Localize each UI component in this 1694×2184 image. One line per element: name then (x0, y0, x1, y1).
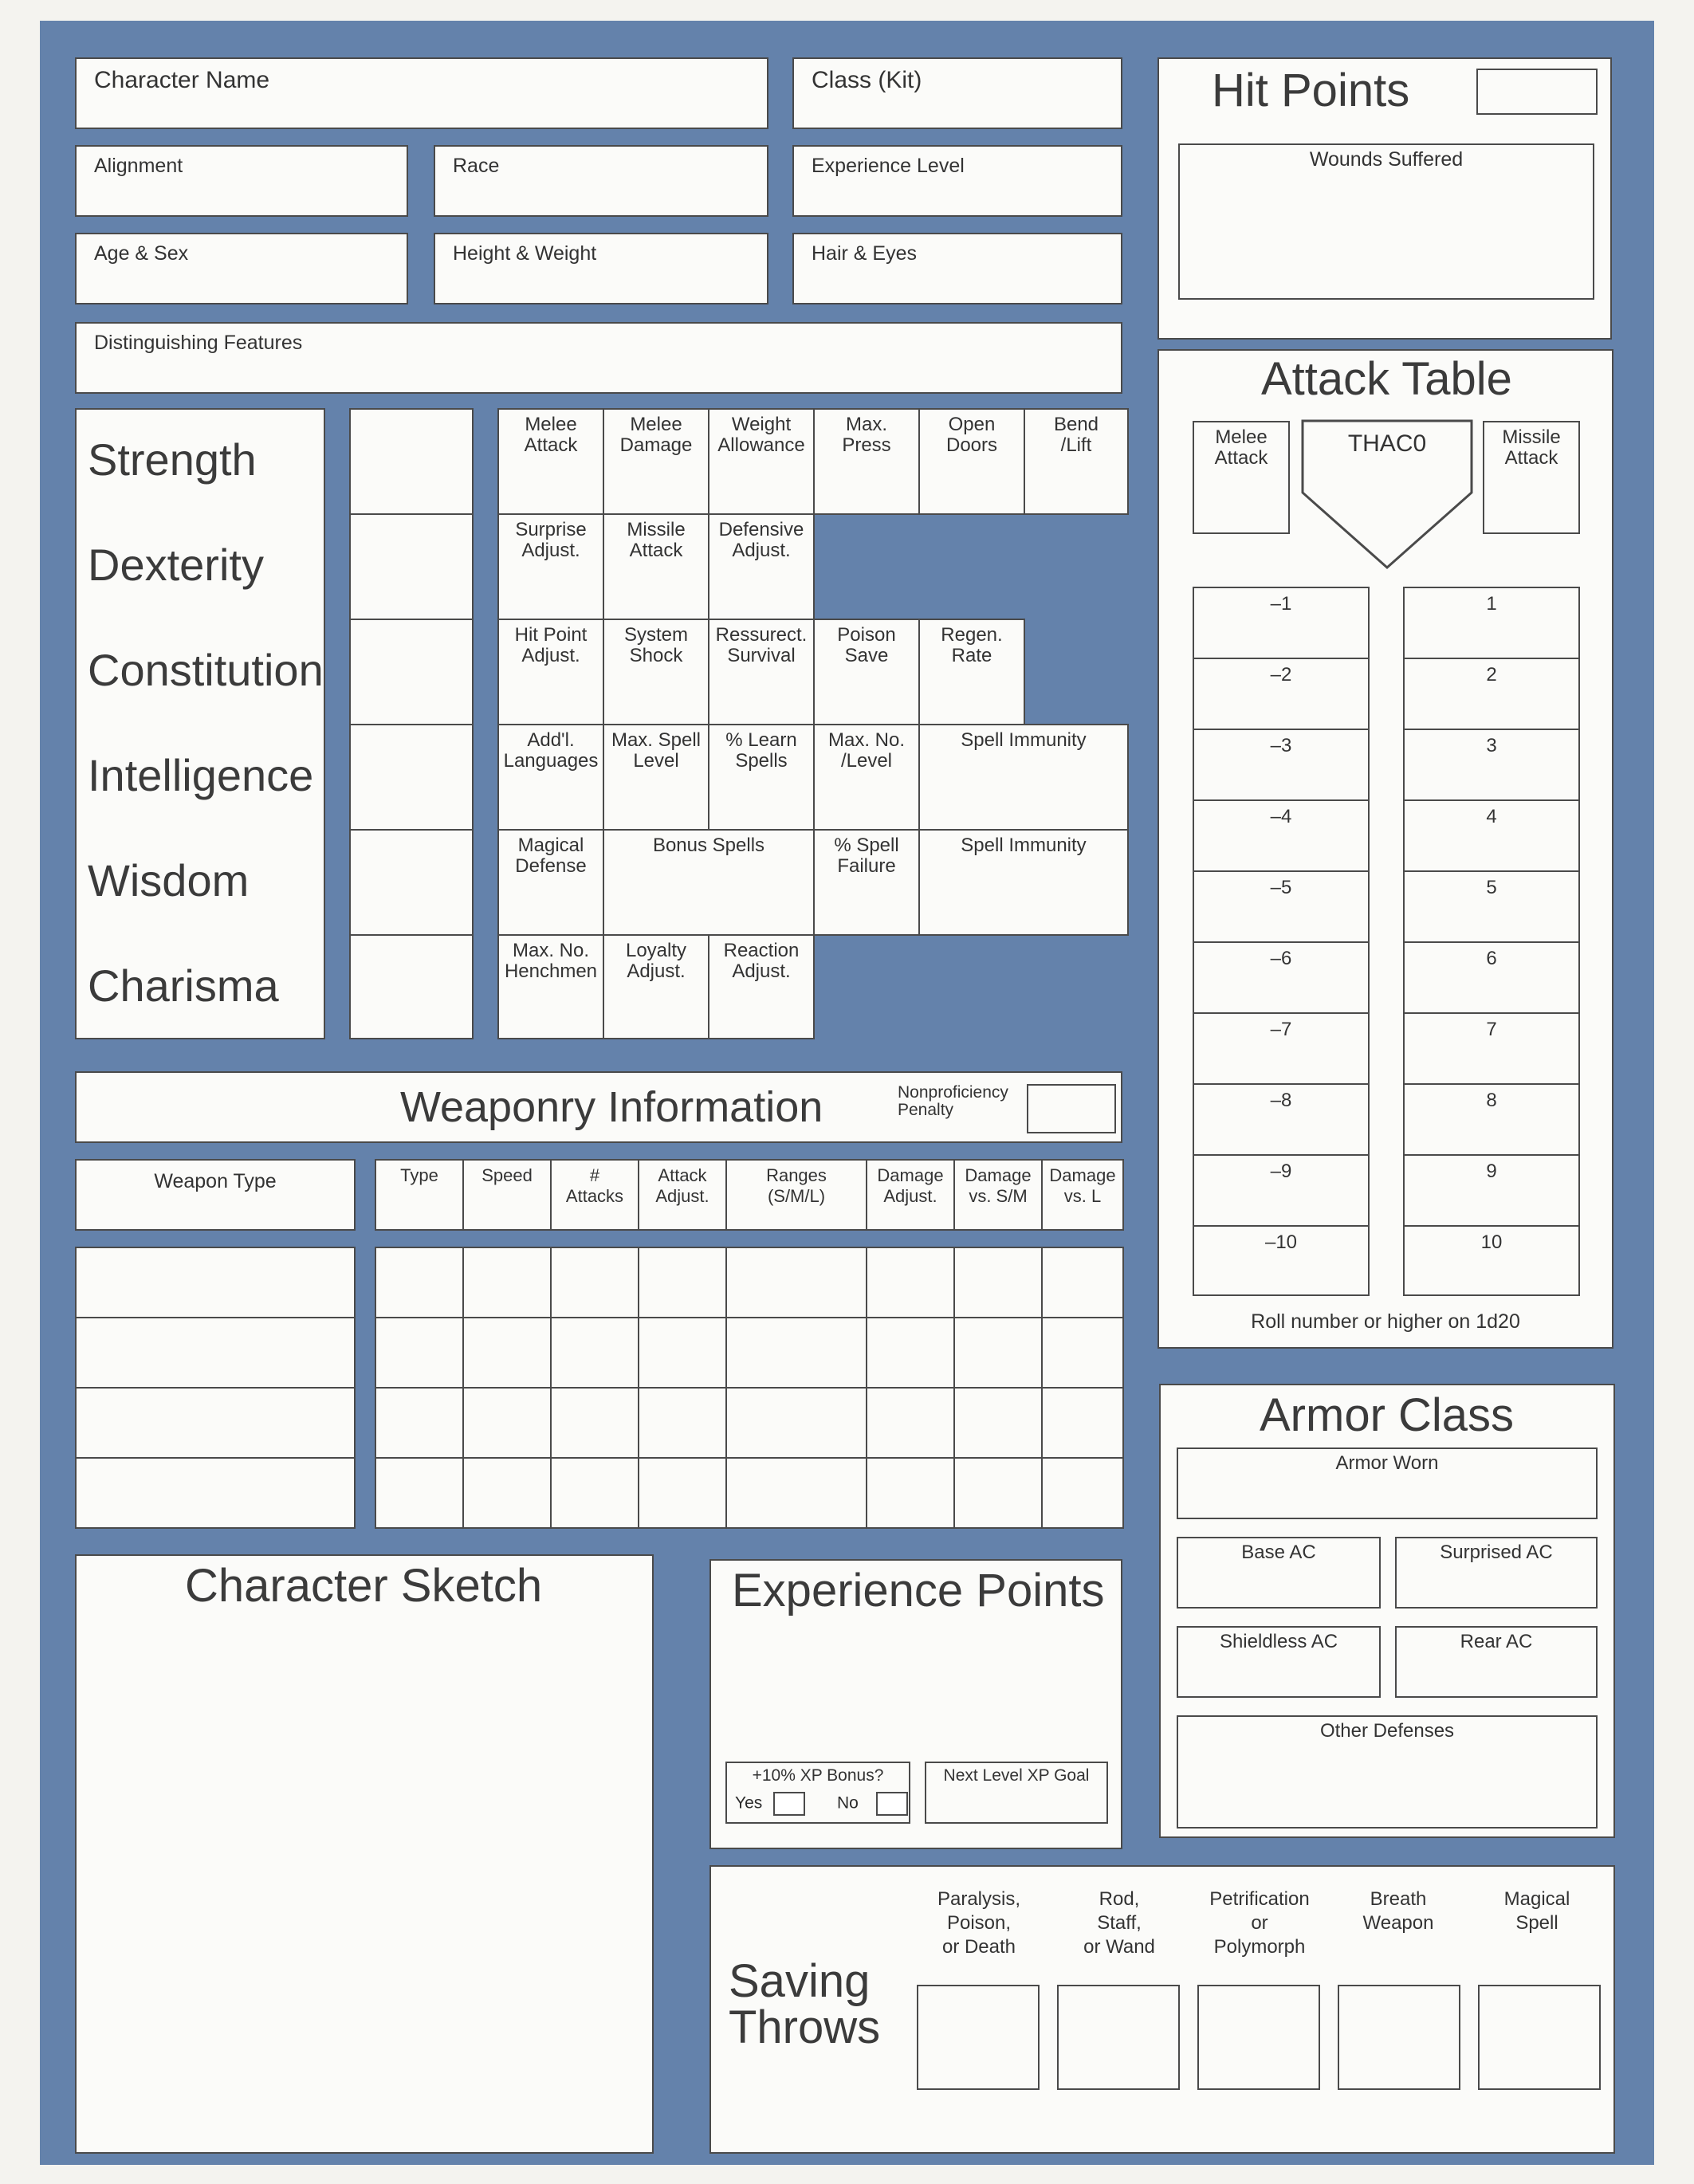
weapon-col-damage-adjust: Damage Adjust. (866, 1159, 955, 1231)
age-sex-label: Age & Sex (94, 242, 189, 265)
race-label: Race (453, 155, 500, 177)
save-spell-box[interactable] (1478, 1985, 1601, 2090)
experience-points-panel (709, 1559, 1122, 1849)
bend-lift-cell[interactable]: Bend /Lift (1024, 408, 1129, 515)
ability-charisma: Charisma (88, 960, 279, 1011)
shieldless-ac-label: Shieldless AC (1219, 1631, 1338, 1652)
weapon-col-damage-sm: Damage vs. S/M (953, 1159, 1043, 1231)
xp-bonus-options (735, 1792, 908, 1816)
ability-dexterity: Dexterity (88, 540, 264, 590)
melee-roll-row[interactable]: –3 (1193, 729, 1370, 801)
character-name-field[interactable] (75, 57, 768, 129)
magical-defense-cell[interactable]: Magical Defense (497, 829, 604, 936)
distinguishing-features-field[interactable] (75, 322, 1122, 394)
melee-roll-row[interactable]: –4 (1193, 799, 1370, 872)
loyalty-adjust-cell[interactable]: Loyalty Adjust. (603, 934, 709, 1039)
base-ac-label: Base AC (1241, 1542, 1316, 1563)
max-press-cell[interactable]: Max. Press (813, 408, 920, 515)
poison-save-cell[interactable]: Poison Save (813, 619, 920, 725)
ability-intelligence: Intelligence (88, 750, 314, 800)
int-spell-immunity-cell[interactable]: Spell Immunity (918, 724, 1129, 831)
wis-spell-immunity-cell[interactable]: Spell Immunity (918, 829, 1129, 936)
race-field[interactable] (434, 145, 768, 217)
rear-ac-label: Rear AC (1460, 1631, 1533, 1652)
melee-roll-row[interactable]: –2 (1193, 658, 1370, 730)
missile-roll-column (1403, 587, 1580, 1296)
regen-rate-cell[interactable]: Regen. Rate (918, 619, 1025, 725)
weapon-columns-header (375, 1159, 1124, 1231)
rear-ac-box[interactable] (1395, 1626, 1598, 1698)
weapon-name-entry[interactable] (75, 1457, 356, 1529)
weapon-stats-grid[interactable] (375, 1247, 1124, 1529)
save-paralysis-box[interactable] (917, 1985, 1040, 2090)
weapon-col-damage-l: Damage vs. L (1041, 1159, 1124, 1231)
other-defenses-label: Other Defenses (1319, 1720, 1455, 1742)
melee-attack-header: Melee Attack (1193, 421, 1290, 534)
next-level-xp-goal-box[interactable] (925, 1762, 1108, 1824)
xp-bonus-no-label: No (836, 1793, 859, 1813)
charisma-score[interactable] (349, 934, 474, 1039)
xp-bonus-box (725, 1762, 910, 1824)
spell-failure-cell[interactable]: % Spell Failure (813, 829, 920, 936)
learn-spells-cell[interactable]: % Learn Spells (708, 724, 815, 831)
weapon-col-attack-adjust: Attack Adjust. (638, 1159, 727, 1231)
base-ac-box[interactable] (1177, 1537, 1381, 1609)
class-kit-field[interactable] (792, 57, 1122, 129)
alignment-label: Alignment (94, 155, 183, 177)
attack-table-footer: Roll number or higher on 1d20 (1251, 1310, 1520, 1333)
save-rod-box[interactable] (1057, 1985, 1180, 2090)
ability-strength: Strength (88, 434, 257, 485)
save-spell-label: Magical Spell (1503, 1888, 1570, 1934)
weapon-name-entry[interactable] (75, 1317, 356, 1389)
height-weight-field[interactable] (434, 233, 768, 304)
armor-worn-label: Armor Worn (1335, 1452, 1439, 1474)
hit-points-panel (1158, 57, 1612, 340)
hair-eyes-field[interactable] (792, 233, 1122, 304)
xp-bonus-no-checkbox[interactable] (876, 1792, 908, 1816)
weaponry-header (75, 1071, 1122, 1143)
melee-roll-row[interactable]: –8 (1193, 1083, 1370, 1156)
xp-bonus-yes-label: Yes (735, 1793, 763, 1813)
hit-points-value-box[interactable] (1476, 69, 1598, 115)
melee-roll-row[interactable]: –5 (1193, 870, 1370, 943)
weapon-type-header (75, 1159, 356, 1231)
constitution-score[interactable] (349, 619, 474, 725)
melee-roll-row[interactable]: –6 (1193, 941, 1370, 1014)
dexterity-score[interactable] (349, 513, 474, 620)
attack-table-panel (1158, 349, 1613, 1349)
save-petrification-label: Petrification or Polymorph (1209, 1888, 1310, 1958)
other-defenses-box[interactable] (1177, 1715, 1598, 1829)
next-level-xp-goal-label: Next Level XP Goal (943, 1766, 1090, 1785)
weight-allowance-cell[interactable]: Weight Allowance (708, 408, 815, 515)
hit-point-adjust-cell[interactable]: Hit Point Adjust. (497, 619, 604, 725)
save-rod-label: Rod, Staff, or Wand (1083, 1888, 1155, 1958)
character-sheet (40, 21, 1654, 2165)
weapon-name-rows (75, 1247, 356, 1529)
missile-roll-row[interactable]: 8 (1403, 1083, 1580, 1156)
missile-roll-row[interactable]: 7 (1403, 1012, 1580, 1085)
max-spell-level-cell[interactable]: Max. Spell Level (603, 724, 709, 831)
alignment-field[interactable] (75, 145, 408, 217)
experience-points-title: Experience Points (732, 1565, 1105, 1616)
melee-damage-cell[interactable]: Melee Damage (603, 408, 709, 515)
missile-roll-row[interactable]: 5 (1403, 870, 1580, 943)
ability-score-column (349, 408, 474, 1039)
missile-roll-row[interactable]: 10 (1403, 1225, 1580, 1296)
xp-bonus-label: +10% XP Bonus? (752, 1766, 884, 1785)
thac0-label: THAC0 (1347, 430, 1427, 457)
max-spells-per-level-cell[interactable]: Max. No. /Level (813, 724, 920, 831)
age-sex-field[interactable] (75, 233, 408, 304)
melee-roll-row[interactable]: –9 (1193, 1154, 1370, 1227)
weapon-name-entry[interactable] (75, 1387, 356, 1459)
resurrection-survival-cell[interactable]: Ressurect. Survival (708, 619, 815, 725)
character-name-label: Character Name (94, 67, 270, 93)
weapon-col-ranges: Ranges (S/M/L) (725, 1159, 867, 1231)
surprised-ac-box[interactable] (1395, 1537, 1598, 1609)
armor-worn-box[interactable] (1177, 1447, 1598, 1519)
melee-roll-row[interactable]: –1 (1193, 587, 1370, 659)
class-kit-label: Class (Kit) (812, 67, 922, 93)
missile-roll-row[interactable]: 4 (1403, 799, 1580, 872)
ability-modifiers-grid (497, 408, 1129, 1039)
ability-names-panel (75, 408, 325, 1039)
missile-attack-adj-cell[interactable]: Missile Attack (603, 513, 709, 620)
wounds-suffered-box[interactable] (1178, 143, 1594, 300)
weapon-col-speed: Speed (462, 1159, 552, 1231)
additional-languages-cell[interactable]: Add'l. Languages (497, 724, 604, 831)
weapon-name-entry[interactable] (75, 1247, 356, 1318)
save-petrification-box[interactable] (1197, 1985, 1320, 2090)
missile-roll-row[interactable]: 6 (1403, 941, 1580, 1014)
saving-throws-panel (709, 1865, 1615, 2154)
save-paralysis-label: Paralysis, Poison, or Death (937, 1888, 1021, 1958)
wounds-suffered-label: Wounds Suffered (1309, 148, 1464, 171)
character-sketch-title: Character Sketch (185, 1560, 543, 1612)
missile-roll-row[interactable]: 9 (1403, 1154, 1580, 1227)
save-breath-box[interactable] (1338, 1985, 1460, 2090)
armor-class-panel (1159, 1384, 1615, 1838)
experience-level-label: Experience Level (812, 155, 965, 177)
weapon-col-attacks: # Attacks (550, 1159, 639, 1231)
nonproficiency-label: Nonproficiency Penalty (898, 1083, 1008, 1119)
experience-level-field[interactable] (792, 145, 1122, 217)
melee-roll-row[interactable]: –10 (1193, 1225, 1370, 1296)
surprise-adjust-cell[interactable]: Surprise Adjust. (497, 513, 604, 620)
saving-throws-title-line2: Throws (729, 2001, 881, 2053)
shieldless-ac-box[interactable] (1177, 1626, 1381, 1698)
defensive-adjust-cell[interactable]: Defensive Adjust. (708, 513, 815, 620)
height-weight-label: Height & Weight (453, 242, 597, 265)
open-doors-cell[interactable]: Open Doors (918, 408, 1025, 515)
nonproficiency-penalty-box[interactable] (1027, 1084, 1116, 1133)
hair-eyes-label: Hair & Eyes (812, 242, 917, 265)
ability-wisdom: Wisdom (88, 855, 250, 905)
hit-points-title: Hit Points (1212, 65, 1410, 116)
save-breath-label: Breath Weapon (1362, 1888, 1434, 1934)
strength-score[interactable] (349, 408, 474, 515)
attack-table-title: Attack Table (1261, 353, 1512, 405)
system-shock-cell[interactable]: System Shock (603, 619, 709, 725)
bonus-spells-cell[interactable]: Bonus Spells (603, 829, 815, 936)
armor-class-title: Armor Class (1260, 1389, 1515, 1441)
saving-throws-title-line1: Saving (729, 1955, 871, 2007)
melee-attack-cell[interactable]: Melee Attack (497, 408, 604, 515)
missile-roll-row[interactable]: 1 (1403, 587, 1580, 659)
xp-bonus-yes-checkbox[interactable] (773, 1792, 805, 1816)
weapon-col-type: Type (375, 1159, 464, 1231)
max-henchmen-cell[interactable]: Max. No. Henchmen (497, 934, 604, 1039)
weapon-type-label: Weapon Type (154, 1170, 277, 1192)
ability-constitution: Constitution (88, 645, 324, 695)
intelligence-score[interactable] (349, 724, 474, 831)
wisdom-score[interactable] (349, 829, 474, 936)
missile-attack-header: Missile Attack (1483, 421, 1580, 534)
melee-roll-row[interactable]: –7 (1193, 1012, 1370, 1085)
distinguishing-features-label: Distinguishing Features (94, 332, 303, 354)
melee-roll-column (1193, 587, 1370, 1296)
missile-roll-row[interactable]: 3 (1403, 729, 1580, 801)
surprised-ac-label: Surprised AC (1440, 1542, 1553, 1563)
character-sketch-panel[interactable] (75, 1554, 654, 2154)
weaponry-title: Weaponry Information (400, 1083, 823, 1131)
missile-roll-row[interactable]: 2 (1403, 658, 1580, 730)
reaction-adjust-cell[interactable]: Reaction Adjust. (708, 934, 815, 1039)
